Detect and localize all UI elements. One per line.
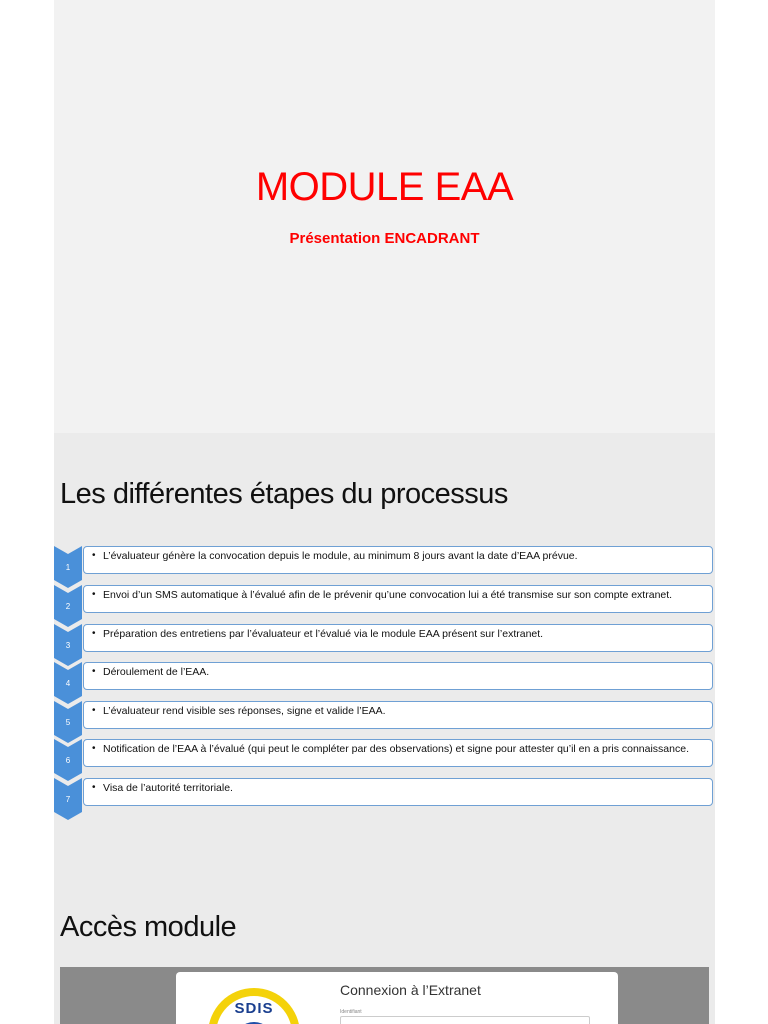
sdis-logo-icon <box>208 988 300 1024</box>
step-5 <box>54 701 715 733</box>
step-box <box>83 662 713 690</box>
step-number: 3 <box>65 641 71 650</box>
step-box <box>83 546 713 574</box>
step-box <box>83 739 713 767</box>
step-2 <box>54 585 715 617</box>
bullet: • <box>92 589 96 600</box>
bullet: • <box>92 628 96 639</box>
login-field-label: Identifiant <box>340 1009 362 1015</box>
step-text: Visa de l’autorité territoriale. <box>103 782 233 794</box>
step-text: L’évaluateur rend visible ses réponses, signe et valide l’EAA. <box>103 705 386 717</box>
process-title: Les différentes étapes du processus <box>60 478 508 510</box>
step-3 <box>54 624 715 656</box>
extranet-screenshot <box>60 967 709 1024</box>
title-slide <box>54 0 715 433</box>
bullet: • <box>92 782 96 793</box>
login-input[interactable] <box>340 1016 590 1024</box>
step-4 <box>54 662 715 694</box>
step-6 <box>54 739 715 771</box>
step-number: 5 <box>65 718 71 727</box>
logo-text: SDIS <box>234 1000 274 1017</box>
login-card <box>176 972 618 1024</box>
step-text: Préparation des entretiens par l’évaluateur et l’évalué via le module EAA présent sur l’extranet. <box>103 628 544 640</box>
step-box <box>83 778 713 806</box>
bullet: • <box>92 743 96 754</box>
step-text: Notification de l’EAA à l’évalué (qui peut le compléter par des observations) et signe pour attester qu’il en a pris connaissance. <box>103 743 689 755</box>
step-number: 4 <box>65 679 71 688</box>
step-box <box>83 624 713 652</box>
step-number: 1 <box>65 563 71 572</box>
bullet: • <box>92 666 96 677</box>
step-number: 7 <box>65 795 71 804</box>
step-text: Déroulement de l’EAA. <box>103 666 210 678</box>
step-1 <box>54 546 715 578</box>
step-text: Envoi d’un SMS automatique à l’évalué afin de le prévenir qu’une convocation lui a été transmise sur son compte extranet. <box>103 589 673 601</box>
login-title: Connexion à l’Extranet <box>340 982 481 998</box>
presentation-subtitle: Présentation ENCADRANT <box>289 230 480 247</box>
step-number: 2 <box>65 602 71 611</box>
step-number: 6 <box>65 756 71 765</box>
step-box <box>83 701 713 729</box>
step-text: L’évaluateur génère la convocation depuis le module, au minimum 8 jours avant la date d’EAA prévue. <box>103 550 578 562</box>
presentation-title: MODULE EAA <box>255 165 514 209</box>
bullet: • <box>92 705 96 716</box>
step-box <box>83 585 713 613</box>
step-7 <box>54 778 715 810</box>
bullet: • <box>92 550 96 561</box>
access-title: Accès module <box>60 911 237 943</box>
process-slide <box>54 433 715 1024</box>
